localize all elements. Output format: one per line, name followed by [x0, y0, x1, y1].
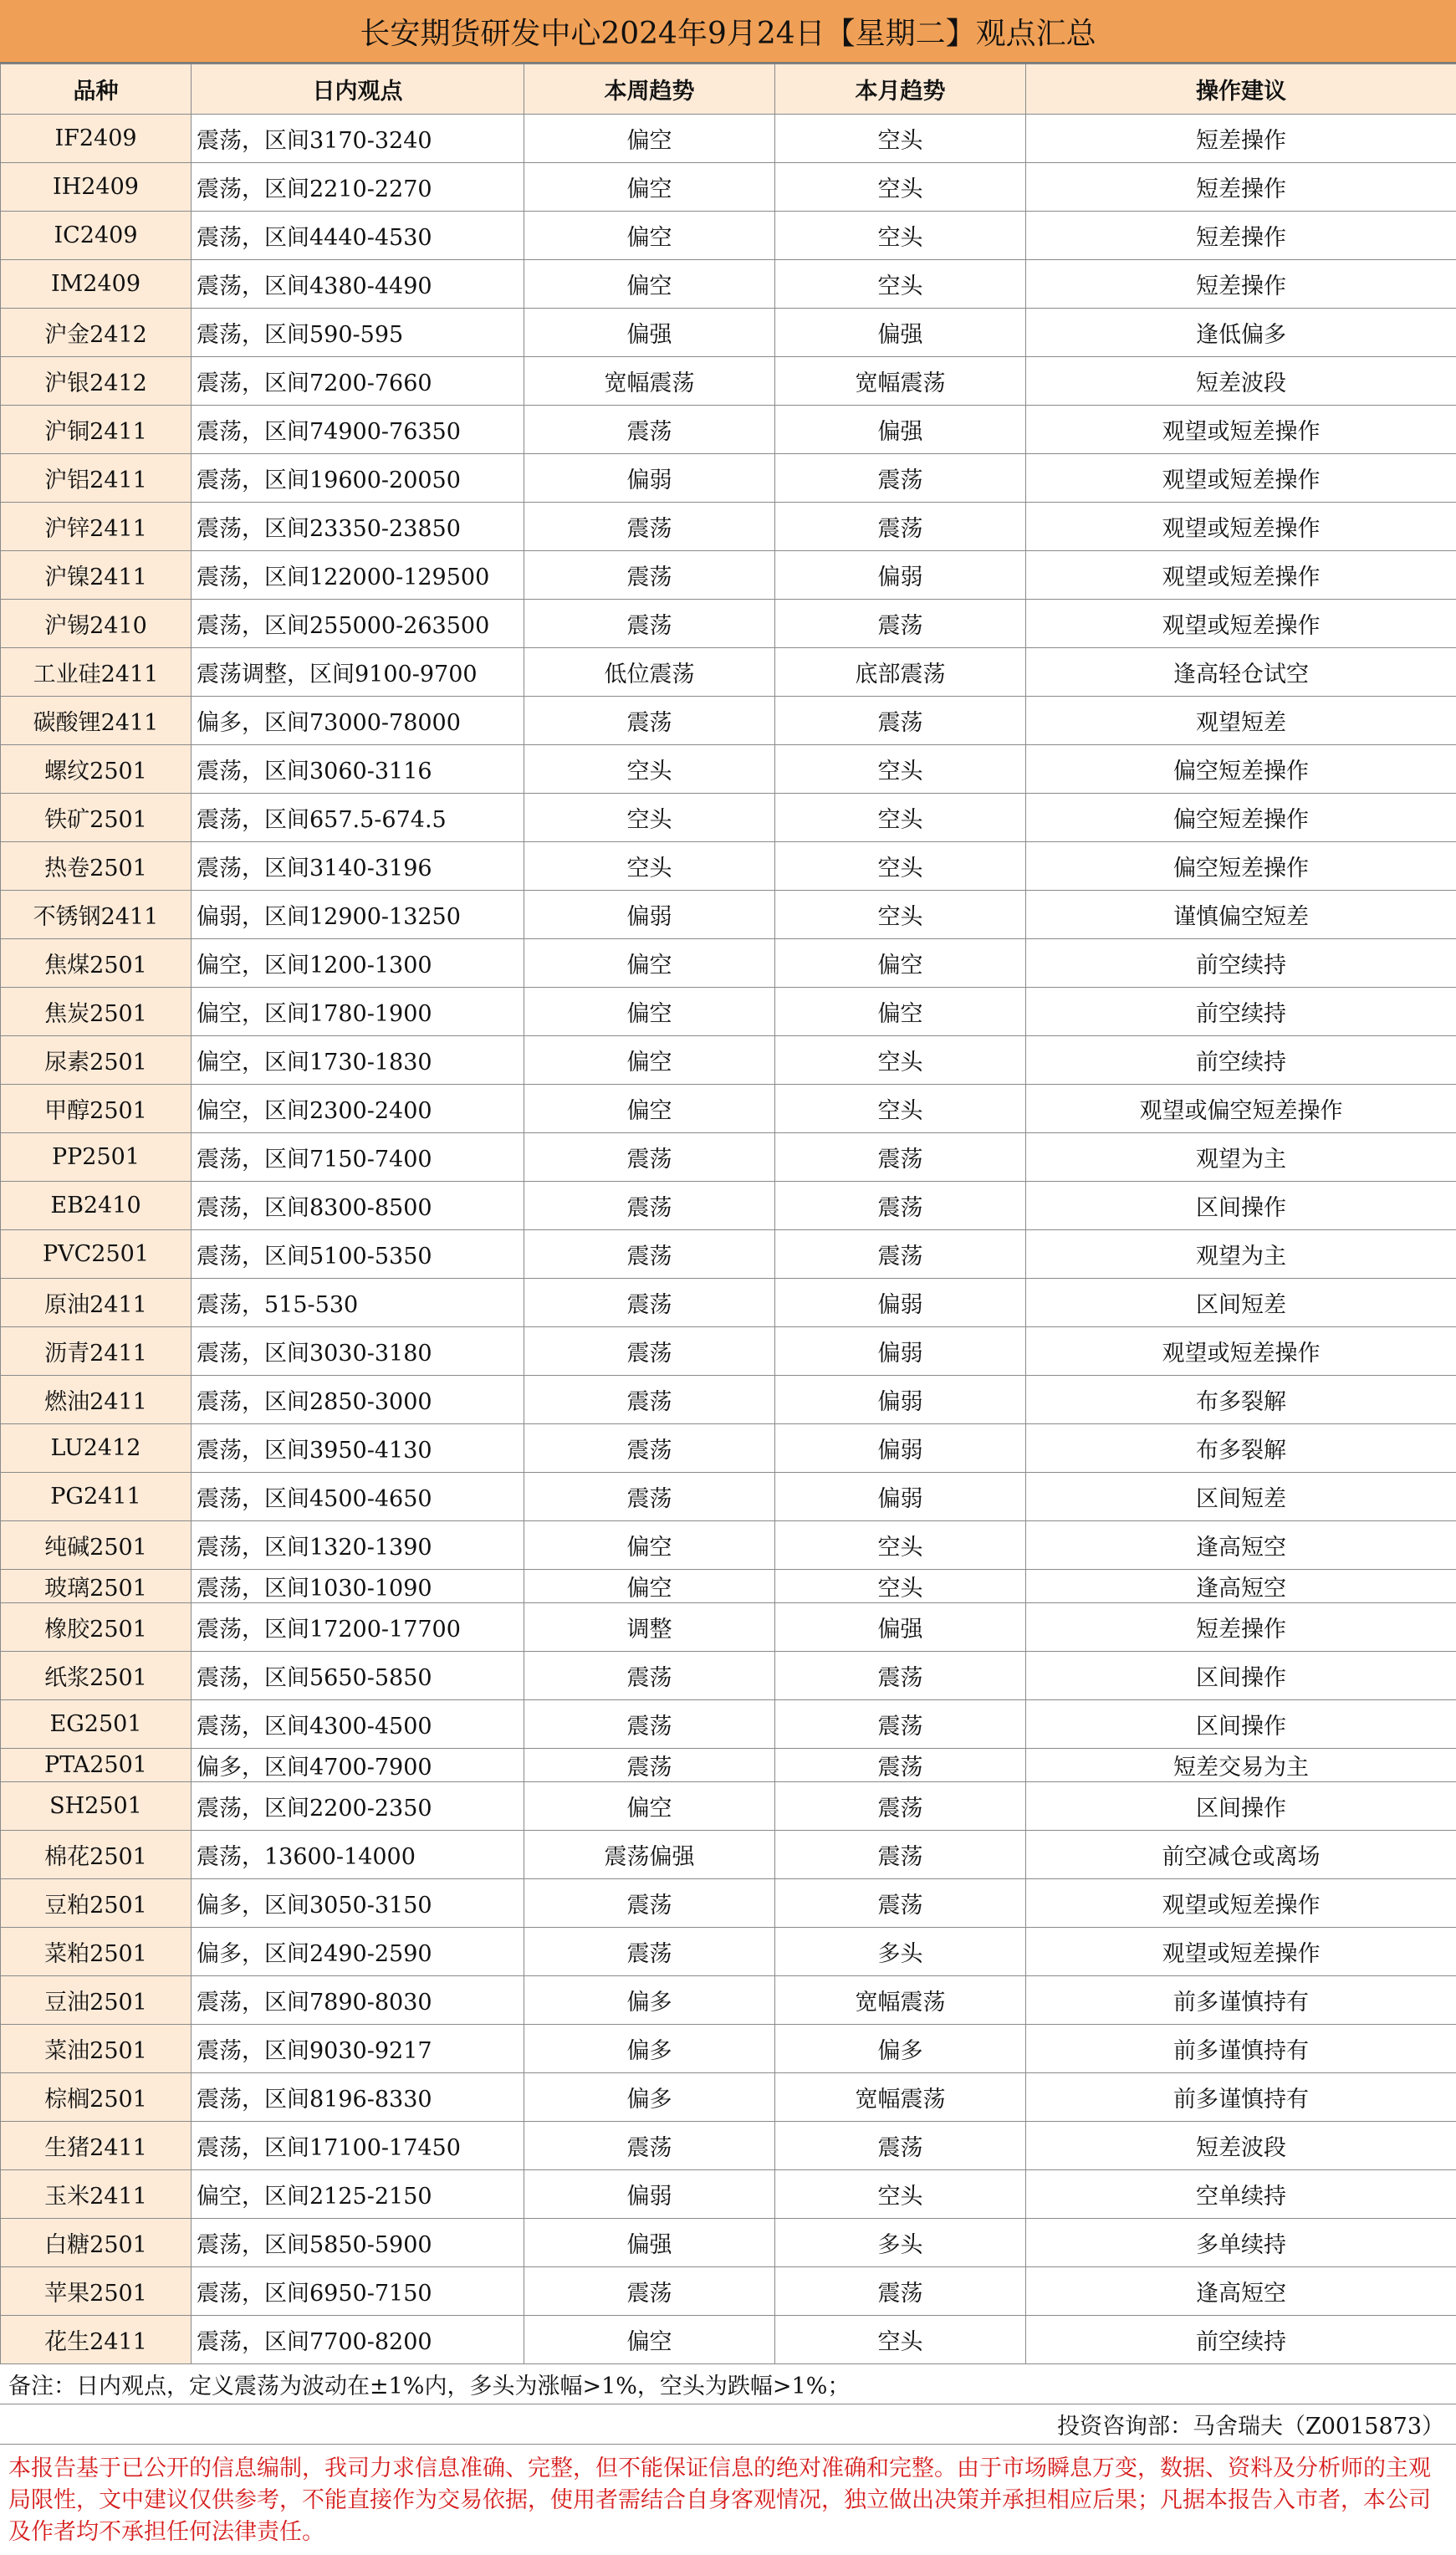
weekly-trend-cell: 偏空: [524, 115, 775, 163]
advice-cell: 偏空短差操作: [1026, 745, 1456, 794]
monthly-trend-cell: 偏空: [775, 988, 1026, 1036]
intraday-cell: 震荡，区间1320-1390: [192, 1521, 524, 1570]
advice-cell: 短差操作: [1026, 260, 1456, 309]
intraday-cell: 震荡，区间2850-3000: [192, 1376, 524, 1424]
weekly-trend-cell: 震荡: [524, 1700, 775, 1749]
weekly-trend-cell: 偏空: [524, 988, 775, 1036]
monthly-trend-cell: 空头: [775, 745, 1026, 794]
table-row: [1, 1424, 1456, 1473]
advice-cell: 前空续持: [1026, 1036, 1456, 1085]
header-weekly-trend: 本周趋势: [524, 64, 775, 115]
outlook-table: [0, 64, 1456, 2364]
weekly-trend-cell: 震荡: [524, 2267, 775, 2316]
advice-cell: 观望或短差操作: [1026, 551, 1456, 600]
advice-cell: 逢高短空: [1026, 1521, 1456, 1570]
variety-cell: 纯碱2501: [1, 1521, 192, 1570]
table-row: [1, 648, 1456, 697]
intraday-cell: 偏空，区间2300-2400: [192, 1085, 524, 1133]
intraday-cell: 震荡，区间5650-5850: [192, 1652, 524, 1700]
weekly-trend-cell: 震荡: [524, 406, 775, 454]
monthly-trend-cell: 宽幅震荡: [775, 1976, 1026, 2025]
intraday-cell: 震荡，区间19600-20050: [192, 454, 524, 503]
monthly-trend-cell: 震荡: [775, 454, 1026, 503]
weekly-trend-cell: 偏弱: [524, 891, 775, 939]
advice-cell: 区间操作: [1026, 1182, 1456, 1230]
variety-cell: 沪金2412: [1, 309, 192, 357]
table-row: [1, 1279, 1456, 1327]
monthly-trend-cell: 空头: [775, 1085, 1026, 1133]
intraday-cell: 震荡，区间8196-8330: [192, 2073, 524, 2122]
monthly-trend-cell: 空头: [775, 115, 1026, 163]
table-row: [1, 454, 1456, 503]
weekly-trend-cell: 震荡: [524, 697, 775, 745]
report-title: 长安期货研发中心2024年9月24日【星期二】观点汇总: [0, 0, 1456, 64]
advice-cell: 逢低偏多: [1026, 309, 1456, 357]
table-row: [1, 163, 1456, 212]
weekly-trend-cell: 震荡: [524, 1230, 775, 1279]
intraday-cell: 震荡，区间7700-8200: [192, 2316, 524, 2364]
table-row: [1, 939, 1456, 988]
monthly-trend-cell: 震荡: [775, 1879, 1026, 1928]
table-row: [1, 1603, 1456, 1652]
monthly-trend-cell: 空头: [775, 163, 1026, 212]
monthly-trend-cell: 震荡: [775, 2267, 1026, 2316]
weekly-trend-cell: 偏强: [524, 309, 775, 357]
table-row: [1, 212, 1456, 260]
intraday-cell: 震荡，区间3060-3116: [192, 745, 524, 794]
header-monthly-trend: 本月趋势: [775, 64, 1026, 115]
monthly-trend-cell: 震荡: [775, 1652, 1026, 1700]
monthly-trend-cell: 空头: [775, 1036, 1026, 1085]
table-row: [1, 1133, 1456, 1182]
monthly-trend-cell: 空头: [775, 212, 1026, 260]
variety-cell: 燃油2411: [1, 1376, 192, 1424]
monthly-trend-cell: 空头: [775, 2316, 1026, 2364]
variety-cell: IC2409: [1, 212, 192, 260]
advice-cell: 区间短差: [1026, 1473, 1456, 1521]
table-row: [1, 1327, 1456, 1376]
variety-cell: 豆油2501: [1, 1976, 192, 2025]
monthly-trend-cell: 震荡: [775, 1230, 1026, 1279]
advice-cell: 区间操作: [1026, 1652, 1456, 1700]
monthly-trend-cell: 空头: [775, 1521, 1026, 1570]
variety-cell: 碳酸锂2411: [1, 697, 192, 745]
advice-cell: 观望或短差操作: [1026, 1327, 1456, 1376]
intraday-cell: 震荡，区间23350-23850: [192, 503, 524, 551]
variety-cell: 白糖2501: [1, 2219, 192, 2267]
table-row: [1, 260, 1456, 309]
intraday-cell: 偏空，区间1730-1830: [192, 1036, 524, 1085]
table-row: [1, 1831, 1456, 1879]
advice-cell: 短差波段: [1026, 357, 1456, 406]
intraday-cell: 震荡，区间74900-76350: [192, 406, 524, 454]
monthly-trend-cell: 偏弱: [775, 1279, 1026, 1327]
intraday-cell: 震荡，区间4440-4530: [192, 212, 524, 260]
table-row: [1, 794, 1456, 842]
variety-cell: PVC2501: [1, 1230, 192, 1279]
advice-cell: 偏空短差操作: [1026, 842, 1456, 891]
weekly-trend-cell: 偏空: [524, 163, 775, 212]
variety-cell: 玻璃2501: [1, 1570, 192, 1603]
variety-cell: IH2409: [1, 163, 192, 212]
weekly-trend-cell: 震荡: [524, 503, 775, 551]
advice-cell: 观望为主: [1026, 1230, 1456, 1279]
weekly-trend-cell: 偏多: [524, 1976, 775, 2025]
advice-cell: 前空续持: [1026, 2316, 1456, 2364]
advice-cell: 短差操作: [1026, 212, 1456, 260]
variety-cell: 螺纹2501: [1, 745, 192, 794]
variety-cell: 沪锡2410: [1, 600, 192, 648]
weekly-trend-cell: 偏弱: [524, 454, 775, 503]
weekly-trend-cell: 震荡: [524, 1182, 775, 1230]
weekly-trend-cell: 偏空: [524, 212, 775, 260]
intraday-cell: 震荡，区间7200-7660: [192, 357, 524, 406]
weekly-trend-cell: 调整: [524, 1603, 775, 1652]
weekly-trend-cell: 低位震荡: [524, 648, 775, 697]
advice-cell: 观望短差: [1026, 697, 1456, 745]
table-row: [1, 2267, 1456, 2316]
advice-cell: 前空续持: [1026, 988, 1456, 1036]
monthly-trend-cell: 震荡: [775, 1182, 1026, 1230]
table-row: [1, 745, 1456, 794]
variety-cell: LU2412: [1, 1424, 192, 1473]
variety-cell: 纸浆2501: [1, 1652, 192, 1700]
variety-cell: 焦炭2501: [1, 988, 192, 1036]
variety-cell: 橡胶2501: [1, 1603, 192, 1652]
intraday-cell: 震荡，区间3140-3196: [192, 842, 524, 891]
advice-cell: 观望或偏空短差操作: [1026, 1085, 1456, 1133]
weekly-trend-cell: 震荡: [524, 1327, 775, 1376]
weekly-trend-cell: 偏空: [524, 1782, 775, 1831]
monthly-trend-cell: 震荡: [775, 600, 1026, 648]
table-row: [1, 891, 1456, 939]
variety-cell: PTA2501: [1, 1749, 192, 1782]
table-row: [1, 551, 1456, 600]
intraday-cell: 震荡，515-530: [192, 1279, 524, 1327]
variety-cell: EG2501: [1, 1700, 192, 1749]
advice-cell: 短差交易为主: [1026, 1749, 1456, 1782]
header-variety: 品种: [1, 64, 192, 115]
table-row: [1, 1036, 1456, 1085]
weekly-trend-cell: 震荡: [524, 2122, 775, 2170]
intraday-cell: 偏多，区间2490-2590: [192, 1928, 524, 1976]
intraday-cell: 震荡，区间590-595: [192, 309, 524, 357]
monthly-trend-cell: 空头: [775, 260, 1026, 309]
monthly-trend-cell: 偏弱: [775, 1376, 1026, 1424]
advice-cell: 偏空短差操作: [1026, 794, 1456, 842]
advice-cell: 观望或短差操作: [1026, 1879, 1456, 1928]
table-row: [1, 1376, 1456, 1424]
monthly-trend-cell: 空头: [775, 2170, 1026, 2219]
advice-cell: 观望或短差操作: [1026, 406, 1456, 454]
advice-cell: 短差操作: [1026, 163, 1456, 212]
table-row: [1, 2122, 1456, 2170]
variety-cell: 焦煤2501: [1, 939, 192, 988]
monthly-trend-cell: 宽幅震荡: [775, 2073, 1026, 2122]
variety-cell: 热卷2501: [1, 842, 192, 891]
monthly-trend-cell: 底部震荡: [775, 648, 1026, 697]
table-row: [1, 1976, 1456, 2025]
advice-cell: 布多裂解: [1026, 1376, 1456, 1424]
intraday-cell: 震荡，区间7890-8030: [192, 1976, 524, 2025]
table-row: [1, 2219, 1456, 2267]
variety-cell: 沪铜2411: [1, 406, 192, 454]
monthly-trend-cell: 偏弱: [775, 1424, 1026, 1473]
intraday-cell: 震荡，区间4500-4650: [192, 1473, 524, 1521]
weekly-trend-cell: 震荡: [524, 600, 775, 648]
table-row: [1, 988, 1456, 1036]
weekly-trend-cell: 偏空: [524, 1036, 775, 1085]
table-row: [1, 1782, 1456, 1831]
monthly-trend-cell: 震荡: [775, 1782, 1026, 1831]
weekly-trend-cell: 偏多: [524, 2025, 775, 2073]
advice-cell: 观望或短差操作: [1026, 1928, 1456, 1976]
monthly-trend-cell: 偏弱: [775, 1327, 1026, 1376]
table-row: [1, 406, 1456, 454]
table-row: [1, 697, 1456, 745]
variety-cell: 原油2411: [1, 1279, 192, 1327]
header-advice: 操作建议: [1026, 64, 1456, 115]
intraday-cell: 偏空，区间1200-1300: [192, 939, 524, 988]
monthly-trend-cell: 多头: [775, 1928, 1026, 1976]
table-row: [1, 1928, 1456, 1976]
monthly-trend-cell: 震荡: [775, 1831, 1026, 1879]
weekly-trend-cell: 偏多: [524, 2073, 775, 2122]
table-row: [1, 1085, 1456, 1133]
table-row: [1, 115, 1456, 163]
weekly-trend-cell: 空头: [524, 794, 775, 842]
advice-cell: 区间操作: [1026, 1782, 1456, 1831]
intraday-cell: 震荡，区间657.5-674.5: [192, 794, 524, 842]
intraday-cell: 震荡，区间4300-4500: [192, 1700, 524, 1749]
weekly-trend-cell: 震荡: [524, 1928, 775, 1976]
monthly-trend-cell: 空头: [775, 842, 1026, 891]
table-row: [1, 1652, 1456, 1700]
table-row: [1, 1570, 1456, 1603]
monthly-trend-cell: 宽幅震荡: [775, 357, 1026, 406]
monthly-trend-cell: 震荡: [775, 503, 1026, 551]
intraday-cell: 偏弱，区间12900-13250: [192, 891, 524, 939]
monthly-trend-cell: 偏强: [775, 309, 1026, 357]
weekly-trend-cell: 震荡: [524, 1133, 775, 1182]
variety-cell: 铁矿2501: [1, 794, 192, 842]
intraday-cell: 震荡，区间9030-9217: [192, 2025, 524, 2073]
intraday-cell: 震荡，区间122000-129500: [192, 551, 524, 600]
variety-cell: IM2409: [1, 260, 192, 309]
monthly-trend-cell: 空头: [775, 891, 1026, 939]
table-row: [1, 1473, 1456, 1521]
variety-cell: IF2409: [1, 115, 192, 163]
advice-cell: 短差波段: [1026, 2122, 1456, 2170]
weekly-trend-cell: 空头: [524, 745, 775, 794]
monthly-trend-cell: 震荡: [775, 1749, 1026, 1782]
intraday-cell: 震荡调整，区间9100-9700: [192, 648, 524, 697]
advice-cell: 逢高短空: [1026, 2267, 1456, 2316]
monthly-trend-cell: 偏弱: [775, 1473, 1026, 1521]
variety-cell: 沪镍2411: [1, 551, 192, 600]
variety-cell: 工业硅2411: [1, 648, 192, 697]
weekly-trend-cell: 偏空: [524, 2316, 775, 2364]
monthly-trend-cell: 震荡: [775, 697, 1026, 745]
table-row: [1, 1749, 1456, 1782]
variety-cell: 沥青2411: [1, 1327, 192, 1376]
intraday-cell: 震荡，区间17100-17450: [192, 2122, 524, 2170]
weekly-trend-cell: 偏空: [524, 1521, 775, 1570]
variety-cell: PG2411: [1, 1473, 192, 1521]
intraday-cell: 震荡，区间3170-3240: [192, 115, 524, 163]
intraday-cell: 震荡，区间2200-2350: [192, 1782, 524, 1831]
intraday-cell: 偏多，区间3050-3150: [192, 1879, 524, 1928]
monthly-trend-cell: 偏空: [775, 939, 1026, 988]
variety-cell: 不锈钢2411: [1, 891, 192, 939]
table-row: [1, 1230, 1456, 1279]
intraday-cell: 震荡，区间6950-7150: [192, 2267, 524, 2316]
table-row: [1, 1182, 1456, 1230]
intraday-cell: 震荡，区间7150-7400: [192, 1133, 524, 1182]
variety-cell: 棉花2501: [1, 1831, 192, 1879]
intraday-cell: 偏空，区间2125-2150: [192, 2170, 524, 2219]
variety-cell: 花生2411: [1, 2316, 192, 2364]
intraday-cell: 偏多，区间4700-7900: [192, 1749, 524, 1782]
monthly-trend-cell: 偏强: [775, 406, 1026, 454]
weekly-trend-cell: 震荡: [524, 1279, 775, 1327]
variety-cell: 沪铝2411: [1, 454, 192, 503]
weekly-trend-cell: 震荡: [524, 1749, 775, 1782]
intraday-cell: 震荡，区间5100-5350: [192, 1230, 524, 1279]
variety-cell: PP2501: [1, 1133, 192, 1182]
footnote: 备注：日内观点，定义震荡为波动在±1%内，多头为涨幅>1%，空头为跌幅>1%；: [0, 2364, 1456, 2404]
weekly-trend-cell: 震荡: [524, 1424, 775, 1473]
header-row: [1, 64, 1456, 115]
table-row: [1, 2170, 1456, 2219]
weekly-trend-cell: 震荡: [524, 1652, 775, 1700]
weekly-trend-cell: 震荡: [524, 1879, 775, 1928]
intraday-cell: 震荡，区间3030-3180: [192, 1327, 524, 1376]
advice-cell: 前多谨慎持有: [1026, 2073, 1456, 2122]
advice-cell: 空单续持: [1026, 2170, 1456, 2219]
variety-cell: 甲醇2501: [1, 1085, 192, 1133]
advice-cell: 短差操作: [1026, 1603, 1456, 1652]
table-row: [1, 1521, 1456, 1570]
variety-cell: 菜油2501: [1, 2025, 192, 2073]
weekly-trend-cell: 偏空: [524, 260, 775, 309]
weekly-trend-cell: 空头: [524, 842, 775, 891]
intraday-cell: 震荡，区间4380-4490: [192, 260, 524, 309]
table-row: [1, 503, 1456, 551]
variety-cell: 菜粕2501: [1, 1928, 192, 1976]
table-row: [1, 1700, 1456, 1749]
variety-cell: 沪银2412: [1, 357, 192, 406]
intraday-cell: 震荡，区间2210-2270: [192, 163, 524, 212]
disclaimer: 本报告基于已公开的信息编制，我司力求信息准确、完整，但不能保证信息的绝对准确和完整。由于市场瞬息万变，数据、资料及分析师的主观局限性，文中建议仅供参考，不能直接作为交易依据，使用者需结合自身客观情况，独立做出决策并承担相应后果；凡据本报告入市者，本公司及作者均不承担任何法律责任。: [8, 2455, 1431, 2545]
advice-cell: 逢高轻仓试空: [1026, 648, 1456, 697]
monthly-trend-cell: 空头: [775, 1570, 1026, 1603]
intraday-cell: 震荡，区间255000-263500: [192, 600, 524, 648]
table-row: [1, 2073, 1456, 2122]
table-row: [1, 309, 1456, 357]
advice-cell: 短差操作: [1026, 115, 1456, 163]
variety-cell: 沪锌2411: [1, 503, 192, 551]
advice-cell: 前空续持: [1026, 939, 1456, 988]
advice-cell: 观望或短差操作: [1026, 454, 1456, 503]
weekly-trend-cell: 震荡偏强: [524, 1831, 775, 1879]
intraday-cell: 偏多，区间73000-78000: [192, 697, 524, 745]
variety-cell: EB2410: [1, 1182, 192, 1230]
table-row: [1, 2316, 1456, 2364]
advice-cell: 前多谨慎持有: [1026, 1976, 1456, 2025]
variety-cell: 生猪2411: [1, 2122, 192, 2170]
intraday-cell: 震荡，13600-14000: [192, 1831, 524, 1879]
advisor-credit: 投资咨询部：马舍瑞夫（Z0015873）: [0, 2404, 1456, 2445]
advice-cell: 区间操作: [1026, 1700, 1456, 1749]
intraday-cell: 震荡，区间8300-8500: [192, 1182, 524, 1230]
weekly-trend-cell: 偏空: [524, 939, 775, 988]
header-intraday: 日内观点: [192, 64, 524, 115]
advice-cell: 多单续持: [1026, 2219, 1456, 2267]
advice-cell: 观望或短差操作: [1026, 600, 1456, 648]
variety-cell: 棕榈2501: [1, 2073, 192, 2122]
table-row: [1, 1879, 1456, 1928]
weekly-trend-cell: 震荡: [524, 551, 775, 600]
variety-cell: 豆粕2501: [1, 1879, 192, 1928]
intraday-cell: 偏空，区间1780-1900: [192, 988, 524, 1036]
monthly-trend-cell: 空头: [775, 794, 1026, 842]
variety-cell: 尿素2501: [1, 1036, 192, 1085]
advice-cell: 谨慎偏空短差: [1026, 891, 1456, 939]
intraday-cell: 震荡，区间5850-5900: [192, 2219, 524, 2267]
weekly-trend-cell: 偏强: [524, 2219, 775, 2267]
variety-cell: SH2501: [1, 1782, 192, 1831]
monthly-trend-cell: 震荡: [775, 1700, 1026, 1749]
table-row: [1, 2025, 1456, 2073]
weekly-trend-cell: 震荡: [524, 1376, 775, 1424]
advice-cell: 观望或短差操作: [1026, 503, 1456, 551]
table-row: [1, 357, 1456, 406]
intraday-cell: 震荡，区间17200-17700: [192, 1603, 524, 1652]
table-row: [1, 600, 1456, 648]
weekly-trend-cell: 宽幅震荡: [524, 357, 775, 406]
weekly-trend-cell: 偏空: [524, 1085, 775, 1133]
table-row: [1, 842, 1456, 891]
variety-cell: 苹果2501: [1, 2267, 192, 2316]
weekly-trend-cell: 偏空: [524, 1570, 775, 1603]
intraday-cell: 震荡，区间3950-4130: [192, 1424, 524, 1473]
advice-cell: 区间短差: [1026, 1279, 1456, 1327]
advice-cell: 观望为主: [1026, 1133, 1456, 1182]
table-body: [1, 115, 1456, 2364]
advice-cell: 逢高短空: [1026, 1570, 1456, 1603]
monthly-trend-cell: 多头: [775, 2219, 1026, 2267]
monthly-trend-cell: 震荡: [775, 1133, 1026, 1182]
monthly-trend-cell: 偏弱: [775, 551, 1026, 600]
variety-cell: 玉米2411: [1, 2170, 192, 2219]
advice-cell: 前多谨慎持有: [1026, 2025, 1456, 2073]
advice-cell: 前空减仓或离场: [1026, 1831, 1456, 1879]
advice-cell: 布多裂解: [1026, 1424, 1456, 1473]
weekly-trend-cell: 偏弱: [524, 2170, 775, 2219]
intraday-cell: 震荡，区间1030-1090: [192, 1570, 524, 1603]
monthly-trend-cell: 偏多: [775, 2025, 1026, 2073]
monthly-trend-cell: 震荡: [775, 2122, 1026, 2170]
monthly-trend-cell: 偏强: [775, 1603, 1026, 1652]
weekly-trend-cell: 震荡: [524, 1473, 775, 1521]
